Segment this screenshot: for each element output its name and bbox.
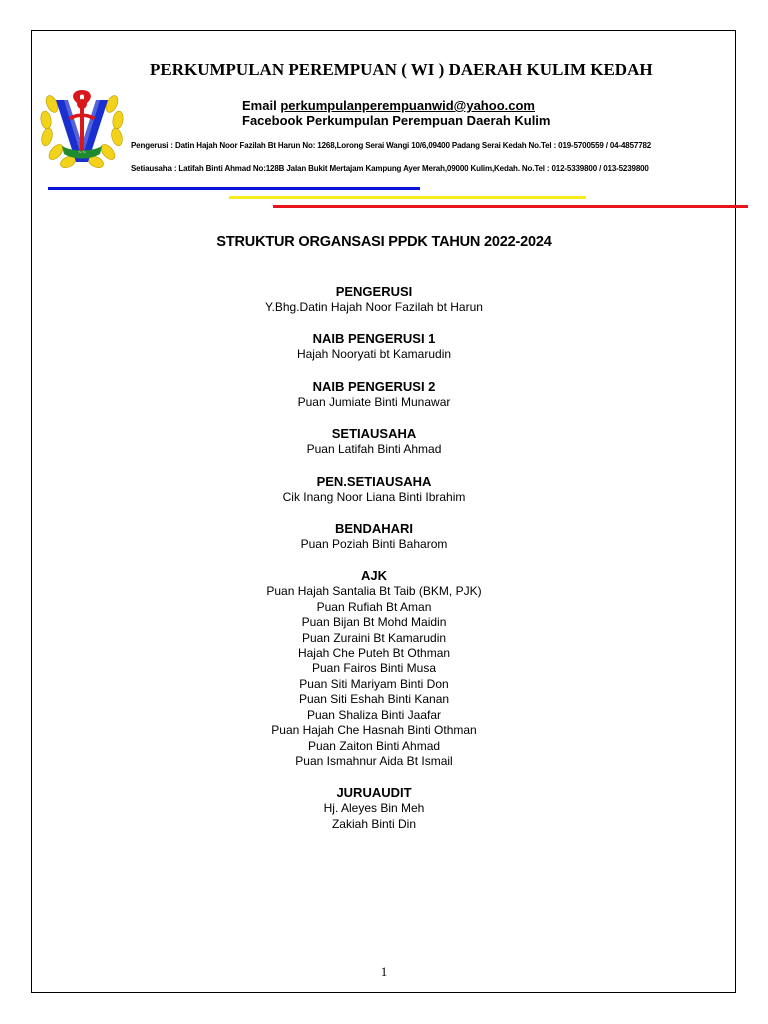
section-pengerusi xyxy=(160,284,588,315)
section-setiausaha xyxy=(160,426,588,457)
member-name: Y.Bhg.Datin Hajah Noor Fazilah bt Harun xyxy=(265,300,483,314)
rule-blue xyxy=(48,187,420,190)
svg-text:~~: ~~ xyxy=(77,150,87,156)
member-name: Puan Jumiate Binti Munawar xyxy=(297,394,451,409)
member-name: Hj. Aleyes Bin Meh xyxy=(323,801,425,816)
member-name: Puan Fairos Binti Musa xyxy=(311,661,437,676)
email-line xyxy=(242,98,535,113)
member-name: Puan Hajah Che Hasnah Binti Othman xyxy=(271,723,477,738)
member-name: Puan Ismahnur Aida Bt Ismail xyxy=(295,753,453,768)
section-pen-setiausaha xyxy=(160,474,588,505)
rule-yellow xyxy=(229,196,586,199)
org-title: PERKUMPULAN PEREMPUAN ( WI ) DAERAH KULIM KEDAH xyxy=(150,60,653,79)
section-naib-pengerusi-2 xyxy=(160,379,588,410)
section-ajk xyxy=(160,568,588,769)
member-name: Puan Shaliza Binti Jaafar xyxy=(306,707,442,722)
section-naib-pengerusi-1 xyxy=(160,331,588,362)
member-name: Puan Siti Mariyam Binti Don xyxy=(299,676,449,691)
org-structure-list xyxy=(160,284,588,848)
section-heading: AJK xyxy=(360,568,387,584)
member-name: Puan Bijan Bt Mohd Maidin xyxy=(301,615,447,630)
member-name: Puan Latifah Binti Ahmad xyxy=(306,442,442,457)
member-name: Puan Hajah Santalia Bt Taib (BKM, PJK) xyxy=(266,584,482,599)
member-name: Hajah Che Puteh Bt Othman xyxy=(297,646,451,661)
member-name: Cik Inang Noor Liana Binti Ibrahim xyxy=(282,489,466,504)
email-label: Email xyxy=(242,98,277,113)
contact-setiausaha: Setiausaha : Latifah Binti Ahmad No:128B Jalan Bukit Mertajam Kampung Ayer Merah,09000 Kulim,Kedah. No.Tel : 012-5339800 / 013-5239800 xyxy=(131,164,649,173)
member-name: Hajah Nooryati bt Kamarudin xyxy=(296,347,452,362)
section-heading: PEN.SETIAUSAHA xyxy=(316,473,432,489)
section-bendahari xyxy=(160,521,588,552)
section-heading: SETIAUSAHA xyxy=(331,426,417,442)
email-link[interactable]: perkumpulanperempuanwid@yahoo.com xyxy=(280,98,535,113)
rule-red xyxy=(273,205,748,208)
member-name: Puan Siti Eshah Binti Kanan xyxy=(298,692,450,707)
contact-pengerusi: Pengerusi : Datin Hajah Noor Fazilah Bt Harun No: 1268,Lorong Serai Wangi 10/6,09400 Padang Serai Kedah No.Tel : 019-5700559 / 04-4857782 xyxy=(131,141,652,150)
section-juruaudit xyxy=(160,785,588,832)
wi-emblem-icon xyxy=(38,82,126,172)
member-name: Puan Rufiah Bt Aman xyxy=(316,599,432,614)
member-name: Puan Poziah Binti Baharom xyxy=(300,537,448,552)
facebook-line: Facebook Perkumpulan Perempuan Daerah Kulim xyxy=(242,113,551,128)
member-name: Puan Zaiton Binti Ahmad xyxy=(307,738,441,753)
document-title: STRUKTUR ORGANSASI PPDK TAHUN 2022-2024 xyxy=(216,234,552,250)
member-name: Zakiah Binti Din xyxy=(331,816,417,831)
section-heading: PENGERUSI xyxy=(335,284,413,299)
section-heading: NAIB PENGERUSI 2 xyxy=(312,378,436,394)
member-name: Puan Zuraini Bt Kamarudin xyxy=(301,630,447,645)
section-heading: BENDAHARI xyxy=(335,521,413,537)
page-number: 1 xyxy=(380,964,388,979)
section-heading: JURUAUDIT xyxy=(336,785,412,801)
section-heading: NAIB PENGERUSI 1 xyxy=(312,331,436,347)
